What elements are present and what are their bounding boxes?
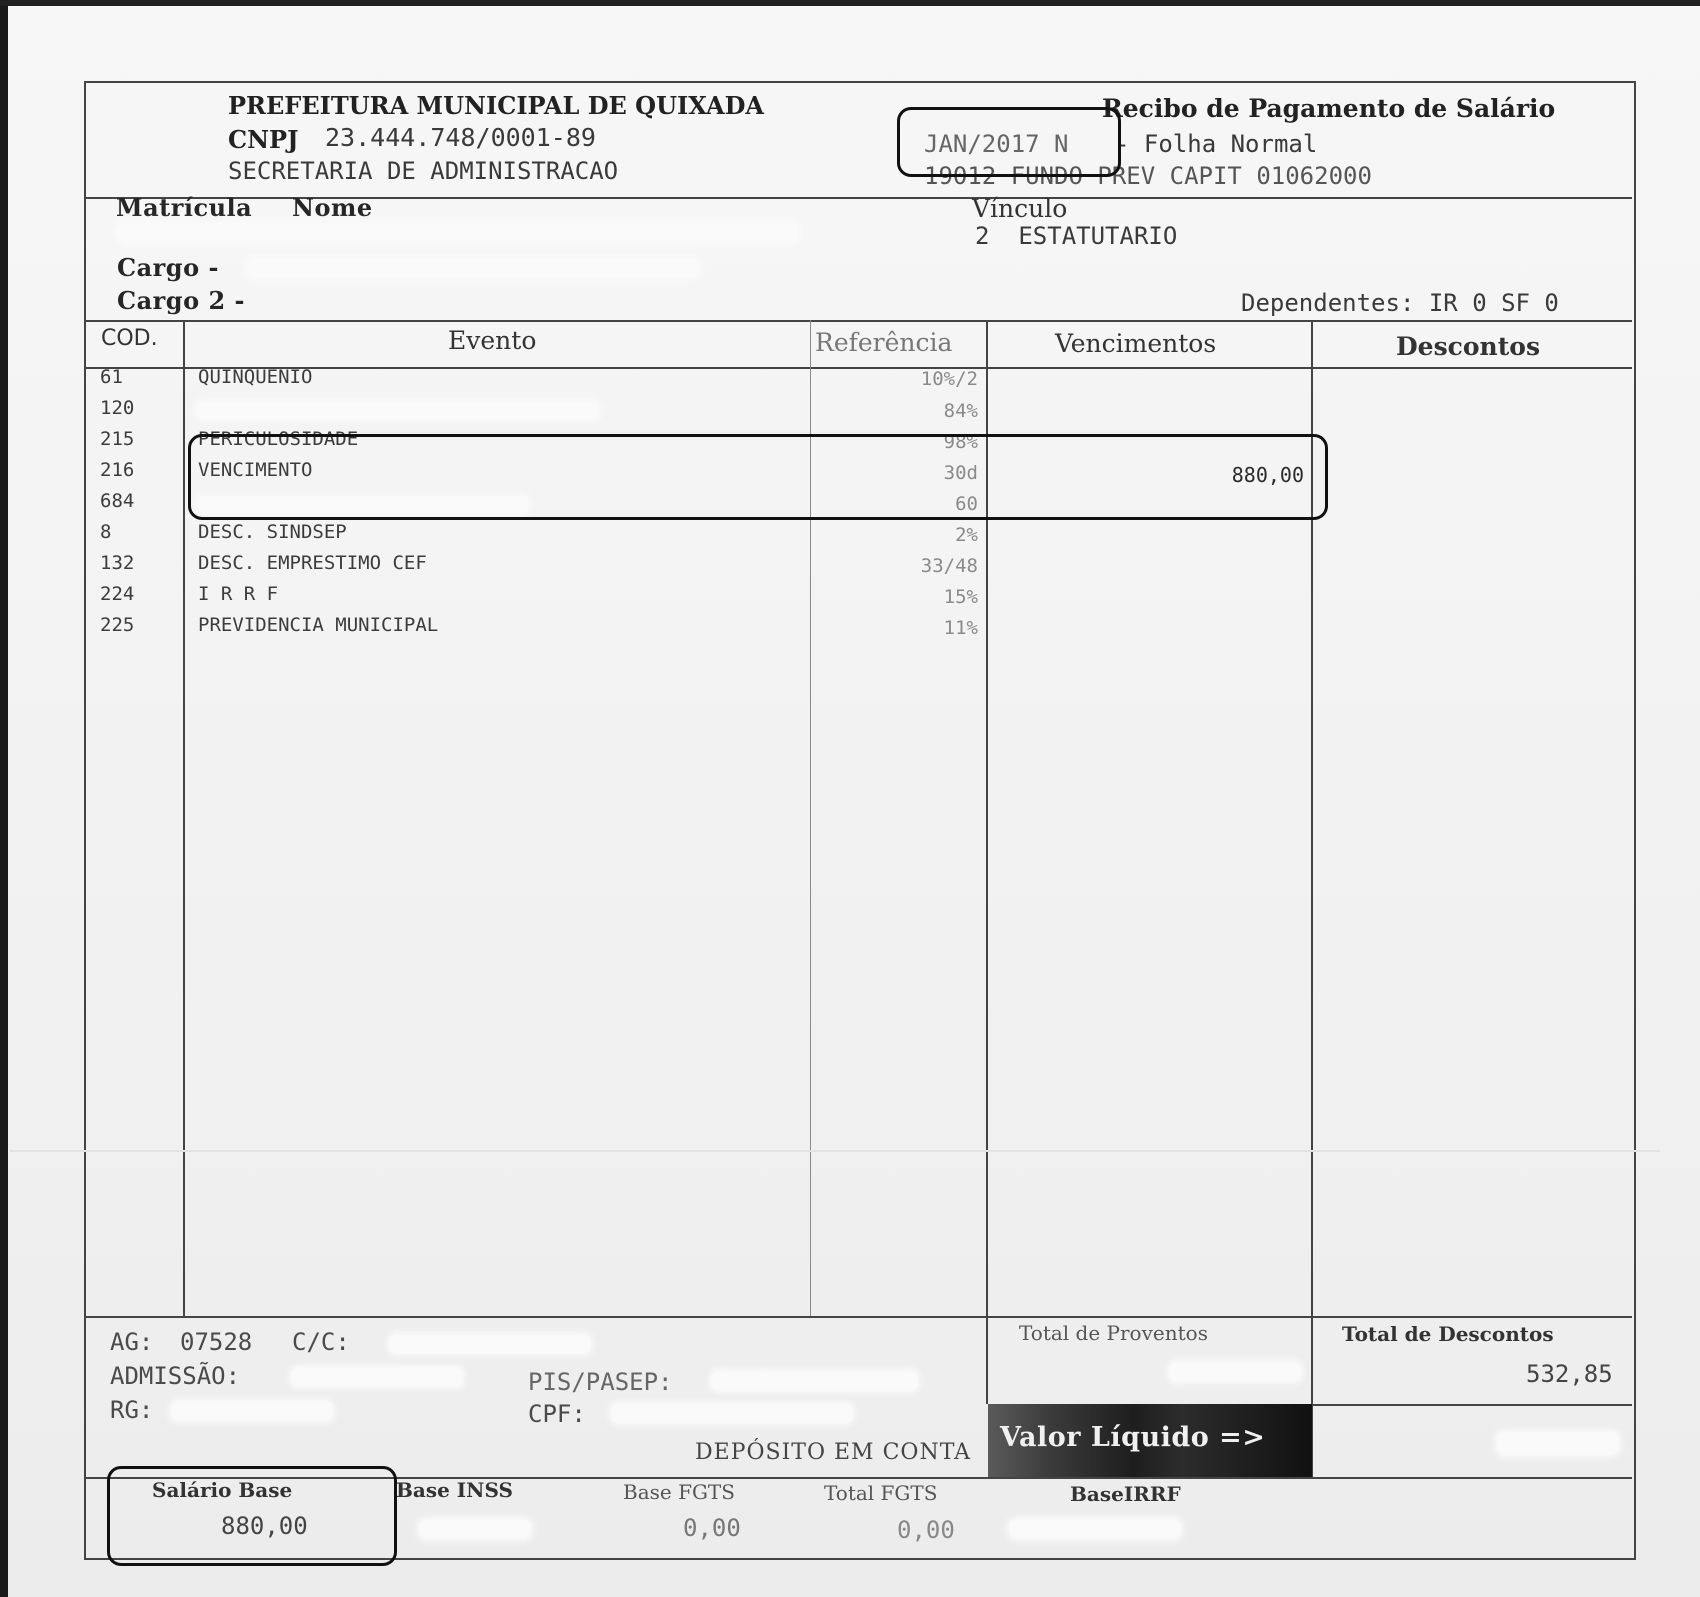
redacted-base-inss	[420, 1520, 530, 1538]
agencia-value: 07528	[180, 1328, 253, 1356]
valor-liquido-banner	[988, 1404, 1312, 1477]
paper-fold-line	[10, 1150, 1660, 1152]
redacted-total-proventos	[1170, 1363, 1300, 1381]
row-cod: 120	[100, 397, 135, 419]
row-cod: 8	[100, 521, 112, 543]
row-referencia: 98%	[943, 431, 978, 453]
divider-totals	[1312, 1404, 1632, 1406]
redacted-pis	[712, 1372, 917, 1390]
highlight-vencimento-rows	[188, 434, 1328, 520]
row-evento: DESC. SINDSEP	[198, 521, 347, 543]
col-divider-cod	[183, 320, 185, 1316]
col-header-referencia: Referência	[815, 328, 953, 357]
scan-edge-shadow	[0, 0, 8, 1597]
fund-line: 19012 FUNDO PREV CAPIT 01062000	[924, 162, 1372, 190]
row-evento: DESC. EMPRESTIMO CEF	[198, 552, 427, 574]
redacted-cargo	[248, 258, 698, 278]
salario-base-value: 880,00	[221, 1512, 308, 1540]
redacted-name	[118, 223, 798, 241]
row-evento: I R R F	[198, 583, 279, 605]
row-referencia: 84%	[943, 400, 978, 422]
total-fgts-label: Total FGTS	[824, 1481, 938, 1505]
row-referencia: 10%/2	[920, 368, 978, 390]
cargo2-label: Cargo 2 -	[117, 286, 245, 315]
row-cod: 215	[100, 428, 135, 450]
row-cod: 61	[100, 366, 123, 388]
cargo-label: Cargo -	[117, 253, 219, 282]
department: SECRETARIA DE ADMINISTRACAO	[228, 157, 619, 185]
row-cod: 224	[100, 583, 135, 605]
row-evento: QUINQUENIO	[198, 366, 313, 388]
document-title: Recibo de Pagamento de Salário	[1102, 94, 1556, 123]
row-referencia: 2%	[955, 524, 978, 546]
salario-base-label: Salário Base	[152, 1478, 293, 1502]
vinculo-value: 2 ESTATUTARIO	[975, 222, 1178, 250]
col-header-descontos: Descontos	[1396, 332, 1541, 361]
base-fgts-value: 0,00	[683, 1514, 741, 1542]
redacted-valor-liquido	[1498, 1432, 1618, 1454]
row-cod: 684	[100, 490, 135, 512]
deposito-em-conta: DEPÓSITO EM CONTA	[695, 1440, 972, 1465]
highlight-salario-base	[107, 1466, 397, 1566]
agencia-label: AG:	[110, 1328, 154, 1356]
row-evento: VENCIMENTO	[198, 459, 313, 481]
redacted-admissao	[292, 1368, 462, 1386]
total-fgts-value: 0,00	[897, 1516, 955, 1544]
scan-edge-shadow-top	[0, 0, 1700, 6]
cpf-label: CPF:	[528, 1400, 586, 1428]
col-header-cod: COD.	[101, 326, 158, 351]
admissao-label: ADMISSÃO:	[110, 1362, 241, 1390]
total-proventos-label: Total de Proventos	[1019, 1321, 1208, 1345]
row-vencimento-value: 880,00	[1231, 463, 1304, 487]
cnpj-value: 23.444.748/0001-89	[325, 123, 596, 152]
redacted-conta	[390, 1335, 590, 1353]
row-cod: 225	[100, 614, 135, 636]
row-referencia: 15%	[943, 586, 978, 608]
base-irrf-label: BaseIRRF	[1070, 1482, 1181, 1506]
valor-liquido-label: Valor Líquido =>	[1000, 1422, 1266, 1453]
total-descontos-value: 532,85	[1526, 1360, 1613, 1388]
period: JAN/2017 N	[924, 130, 1069, 158]
pis-label: PIS/PASEP:	[528, 1368, 673, 1396]
divider-employee	[84, 320, 1632, 322]
row-evento: PERICULOSIDADE	[198, 428, 359, 450]
row-cod: 132	[100, 552, 135, 574]
row-cod: 216	[100, 459, 135, 481]
base-inss-label: Base INSS	[396, 1478, 513, 1502]
redacted-cpf	[612, 1404, 852, 1422]
divider-table-bottom	[84, 1316, 1632, 1318]
col-header-vencimentos: Vencimentos	[1055, 329, 1217, 358]
redacted-rg	[172, 1402, 332, 1420]
row-evento: PREVIDENCIA MUNICIPAL	[198, 614, 439, 636]
highlight-period	[897, 107, 1121, 177]
conta-label: C/C:	[292, 1328, 350, 1356]
redacted-evento	[198, 402, 598, 418]
matricula-label: Matrícula	[116, 193, 253, 222]
cnpj-label: CNPJ	[228, 125, 299, 154]
vinculo-label: Vínculo	[972, 194, 1068, 223]
org-name: PREFEITURA MUNICIPAL DE QUIXADA	[228, 91, 765, 120]
row-referencia: 30d	[943, 462, 978, 484]
base-fgts-label: Base FGTS	[623, 1480, 735, 1504]
folha-type: - Folha Normal	[1115, 130, 1318, 158]
redacted-base-irrf	[1010, 1520, 1180, 1538]
dependentes: Dependentes: IR 0 SF 0	[1241, 289, 1559, 317]
total-descontos-label: Total de Descontos	[1342, 1322, 1554, 1346]
row-referencia: 33/48	[920, 555, 978, 577]
rg-label: RG:	[110, 1396, 154, 1424]
row-referencia: 11%	[943, 617, 978, 639]
row-referencia: 60	[955, 493, 978, 515]
col-header-evento: Evento	[448, 326, 537, 355]
nome-label: Nome	[292, 193, 373, 222]
